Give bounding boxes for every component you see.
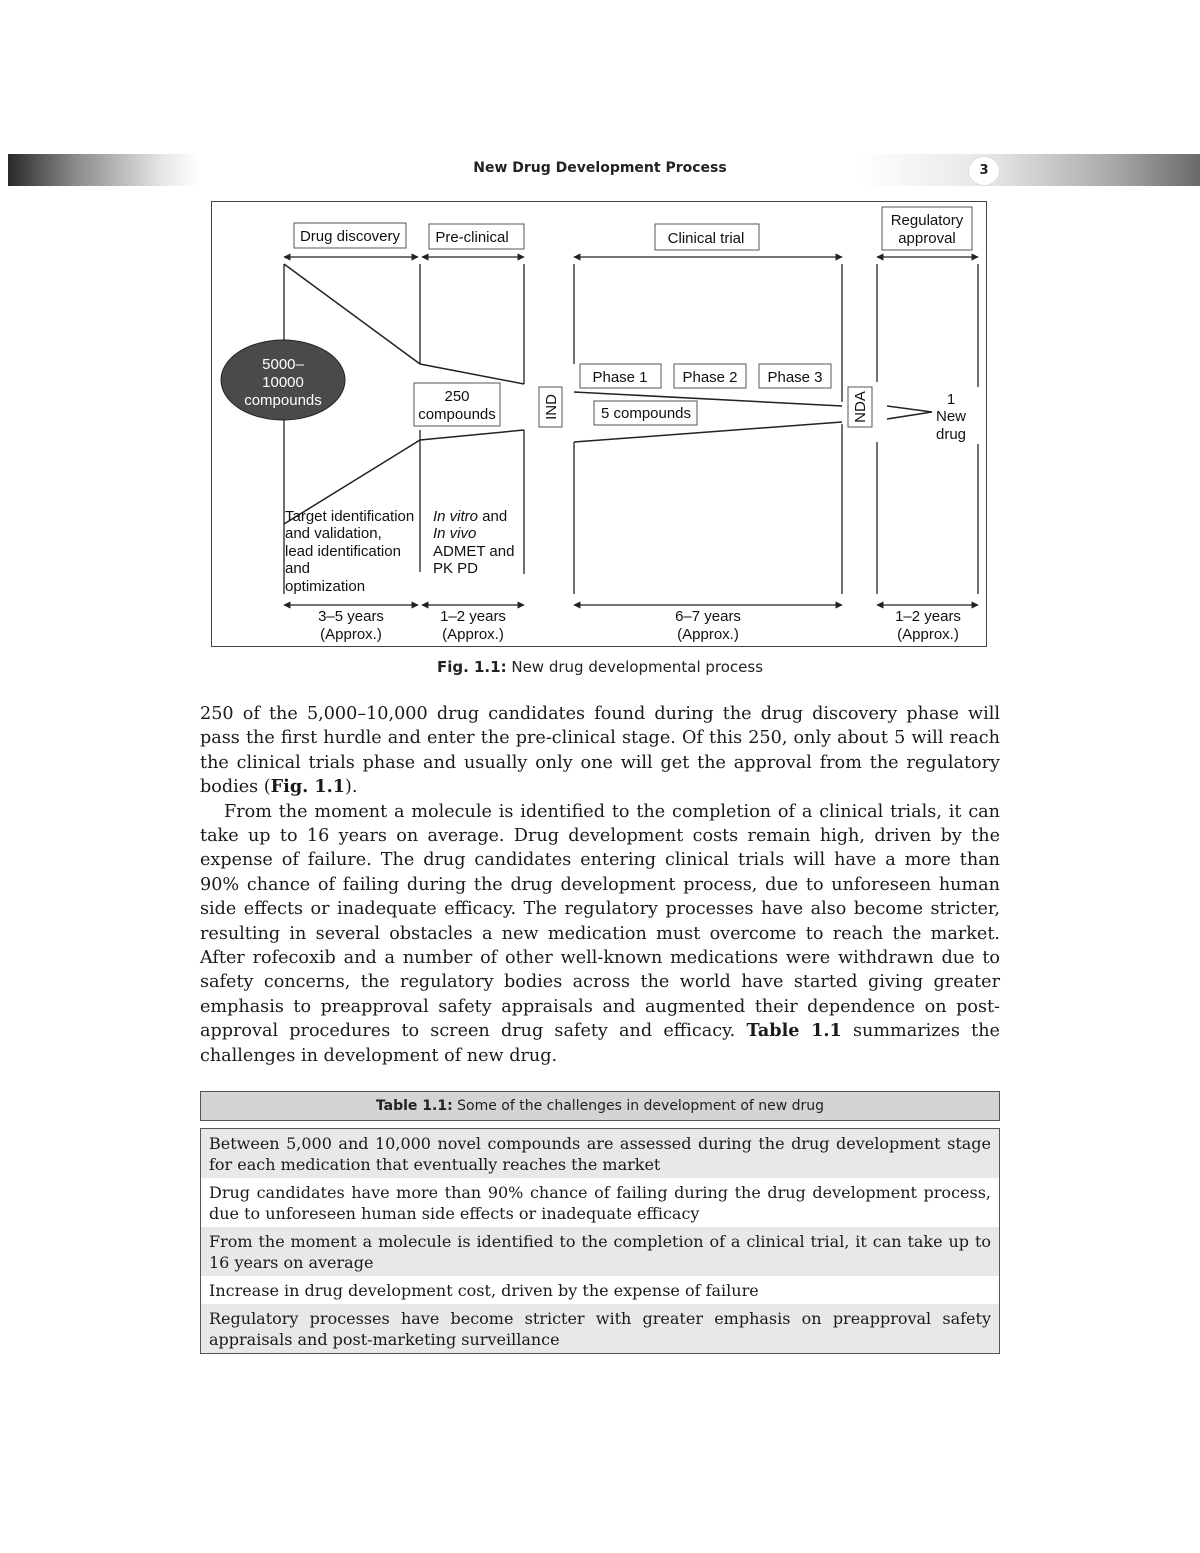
preclinical-desc-line1	[433, 508, 507, 525]
table-row: Increase in drug development cost, driven by the expense of failure	[209, 1281, 759, 1300]
duration-clinical-years: 6–7 years	[675, 608, 741, 625]
paragraph-1	[200, 702, 1000, 800]
nda-to-drug-arrow	[887, 406, 932, 419]
discovery-desc-line1: Target identification	[285, 508, 415, 525]
discovery-desc-line4: and	[285, 560, 311, 577]
duration-discovery-years: 3–5 years	[318, 608, 384, 625]
stage-label-clinical-trial: Clinical trial	[667, 230, 745, 247]
running-header-title: New Drug Development Process	[473, 160, 727, 176]
duration-preclinical-note: (Approx.)	[442, 626, 504, 643]
figure-caption-text: New drug developmental process	[506, 658, 764, 676]
paragraph-2	[200, 800, 1000, 1068]
challenges-table	[200, 1128, 1000, 1354]
clinical-compounds-label: 5 compounds	[600, 405, 692, 422]
table-row: Between 5,000 and 10,000 novel compounds are assessed during the drug development stage for each medication that eventually reaches the market	[201, 1129, 999, 1178]
preclinical-desc-line3: ADMET and	[433, 543, 515, 560]
result-line3: drug	[935, 426, 967, 443]
table-row: From the moment a molecule is identified to the completion of a clinical trial, it can take up to 16 years on average	[201, 1227, 999, 1276]
result-line1: 1	[946, 391, 956, 408]
duration-discovery-note: (Approx.)	[320, 626, 382, 643]
paragraph-1-text: 250 of the 5,000–10,000 drug candidates found during the drug discovery phase will pass the first hurdle and enter the pre-clinical stage. Of this 250, only about 5 will reach the clinical trials phase and usually only one will get the approval from the regulatory bodies (	[200, 704, 1000, 798]
table-caption-text: Some of the challenges in development of new drug	[452, 1098, 825, 1114]
stage-label-approval: approval	[898, 230, 956, 247]
paragraph-2-text: From the moment a molecule is identified to the completion of a clinical trials, it can take up to 16 years on average. Drug development costs remain high, driven by the expense of failure. The drug candidates entering clinical trials will have a more than 90% chance of failing during the drug development process, due to unforeseen human side effects or inadequate efficacy. The regulatory processes have also become stricter, resulting in several obstacles a new medication must overcome to reach the market. After rofecoxib and a number of other well-known medications were withdrawn due to safety concerns, the regulatory bodies across the world have started giving greater emphasis to preapproval safety appraisals and augmented their dependence on post-approval procedures to screen drug safety and efficacy.	[200, 801, 1000, 1042]
preclinical-desc-line4: PK PD	[433, 560, 479, 577]
paragraph-1-end: ).	[345, 777, 358, 798]
header-bar-left	[8, 154, 200, 186]
process-diagram	[212, 202, 988, 648]
start-compounds-line3: compounds	[244, 392, 322, 409]
figure-caption	[200, 658, 1000, 676]
drug-development-figure	[211, 201, 987, 647]
table-row: Drug candidates have more than 90% chance of failing during the drug development process, due to unforeseen human side effects or inadequate efficacy	[209, 1183, 991, 1223]
stage-label-preclinical: Pre-clinical	[435, 229, 509, 246]
table-row: Regulatory processes have become stricter with greater emphasis on preapproval safety appraisals and post-marketing surveillance	[201, 1304, 999, 1353]
preclinical-compounds-line1: 250	[444, 388, 470, 405]
table-caption-label: Table 1.1:	[375, 1098, 453, 1114]
figure-reference: Fig. 1.1	[270, 776, 345, 798]
body-text	[200, 702, 1000, 1068]
phase-3-label: Phase 3	[767, 369, 823, 386]
preclinical-compounds-line2: compounds	[418, 406, 496, 423]
table-reference: Table 1.1	[746, 1020, 842, 1042]
phase-1-label: Phase 1	[592, 369, 648, 386]
header-bar-right	[860, 154, 1200, 186]
start-compounds-line2: 10000	[262, 374, 304, 391]
stage-label-regulatory: Regulatory	[890, 212, 964, 229]
paragraph-2-end: summarizes the challenges in development of new drug.	[200, 1021, 1000, 1066]
duration-preclinical-years: 1–2 years	[440, 608, 506, 625]
preclinical-desc-invitro: In vitro	[433, 508, 479, 525]
discovery-desc-line2: and validation,	[285, 525, 382, 542]
stage-label-drug-discovery: Drug discovery	[299, 228, 401, 245]
duration-regulatory-years: 1–2 years	[895, 608, 961, 625]
result-line2: New	[935, 408, 967, 425]
duration-clinical-note: (Approx.)	[677, 626, 739, 643]
ind-label: IND	[543, 394, 560, 420]
start-compounds-line1: 5000–	[262, 356, 304, 373]
discovery-desc-line5: optimization	[285, 578, 366, 595]
phase-2-label: Phase 2	[682, 369, 738, 386]
preclinical-desc-line2: In vivo	[433, 525, 477, 542]
table-caption	[200, 1091, 1000, 1121]
figure-caption-label: Fig. 1.1:	[436, 658, 507, 676]
preclinical-desc-and: and	[478, 508, 508, 525]
duration-regulatory-note: (Approx.)	[897, 626, 959, 643]
nda-label: NDA	[852, 391, 869, 423]
discovery-desc-line3: lead identification	[285, 543, 401, 560]
page-number: 3	[968, 156, 1000, 186]
